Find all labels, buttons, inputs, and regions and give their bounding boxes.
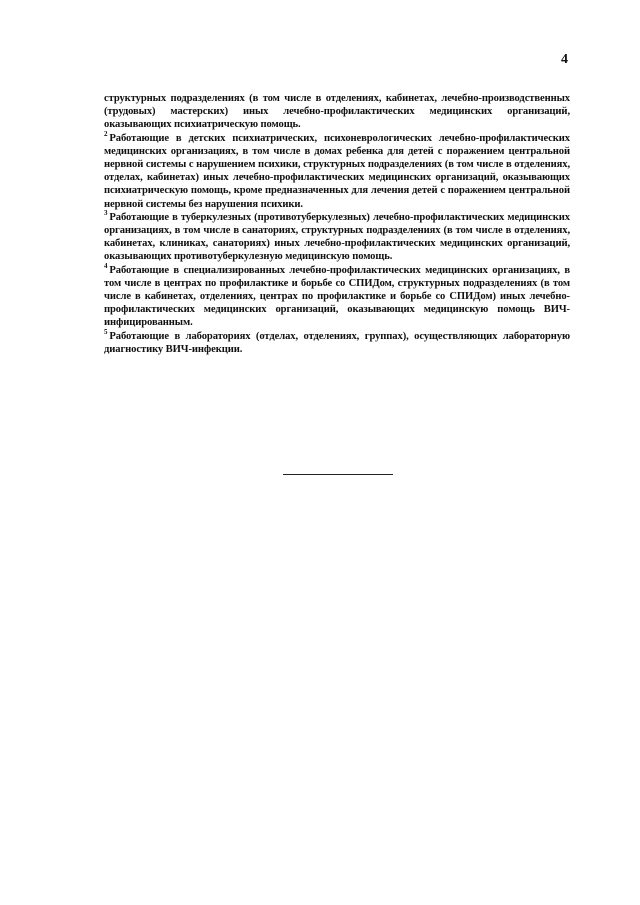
paragraph-text: Работающие в лабораториях (отделах, отделениях, группах), осуществляющих лабораторную диагностику ВИЧ-инфекции. (104, 330, 570, 355)
footnote-paragraph (104, 330, 570, 356)
paragraph-text: Работающие в специализированных лечебно-профилактических медицинских организациях, в том числе в центрах по профилактике и борьбе со СПИДом, структурных подразделениях (в том числе в кабинетах, отделениях, центрах по профилактике и борьбе со СПИДом) иных лечебно-профилактических медицинских организаций, оказывающих медицинскую помощь ВИЧ-инфицированным. (104, 264, 570, 329)
footnote-paragraph (104, 211, 570, 264)
footnote-marker: 2 (104, 130, 108, 139)
page-number: 4 (561, 52, 568, 67)
footnote-paragraph (104, 264, 570, 330)
footnote-marker: 4 (104, 262, 108, 271)
paragraph-text: Работающие в туберкулезных (противотуберкулезных) лечебно-профилактических медицинских организациях, в том числе в санаториях, структурных подразделениях (в том числе в отделениях, кабинетах, клиниках, санаториях) иных лечебно-профилактических медицинских организаций, оказывающих противотуберкулезную медицинскую помощь. (104, 211, 570, 263)
paragraph-text: Работающие в детских психиатрических, психоневрологических лечебно-профилактических медицинских организациях, в том числе в домах ребенка для детей с поражением центральной нервной системы с нарушением психики, структурных подразделениях (в том числе в отделениях, отделах, кабинетах) иных лечебно-профилактических медицинских организаций, оказывающих психиатрическую помощь, кроме предназначенных для лечения детей с поражением центральной нервной системы без нарушения психики. (104, 132, 570, 210)
footnote-marker: 3 (104, 209, 108, 218)
footnote-paragraph (104, 132, 570, 211)
footnote-marker: 5 (104, 328, 108, 337)
paragraph-continuation (104, 92, 570, 132)
paragraph-text: структурных подразделениях (в том числе в отделениях, кабинетах, лечебно-производственных (трудовых) мастерских) иных лечебно-профилактических медицинских организаций, оказывающих психиатрическую помощь. (104, 93, 570, 131)
end-separator-line (283, 474, 393, 475)
footnote-text-block (104, 92, 570, 356)
